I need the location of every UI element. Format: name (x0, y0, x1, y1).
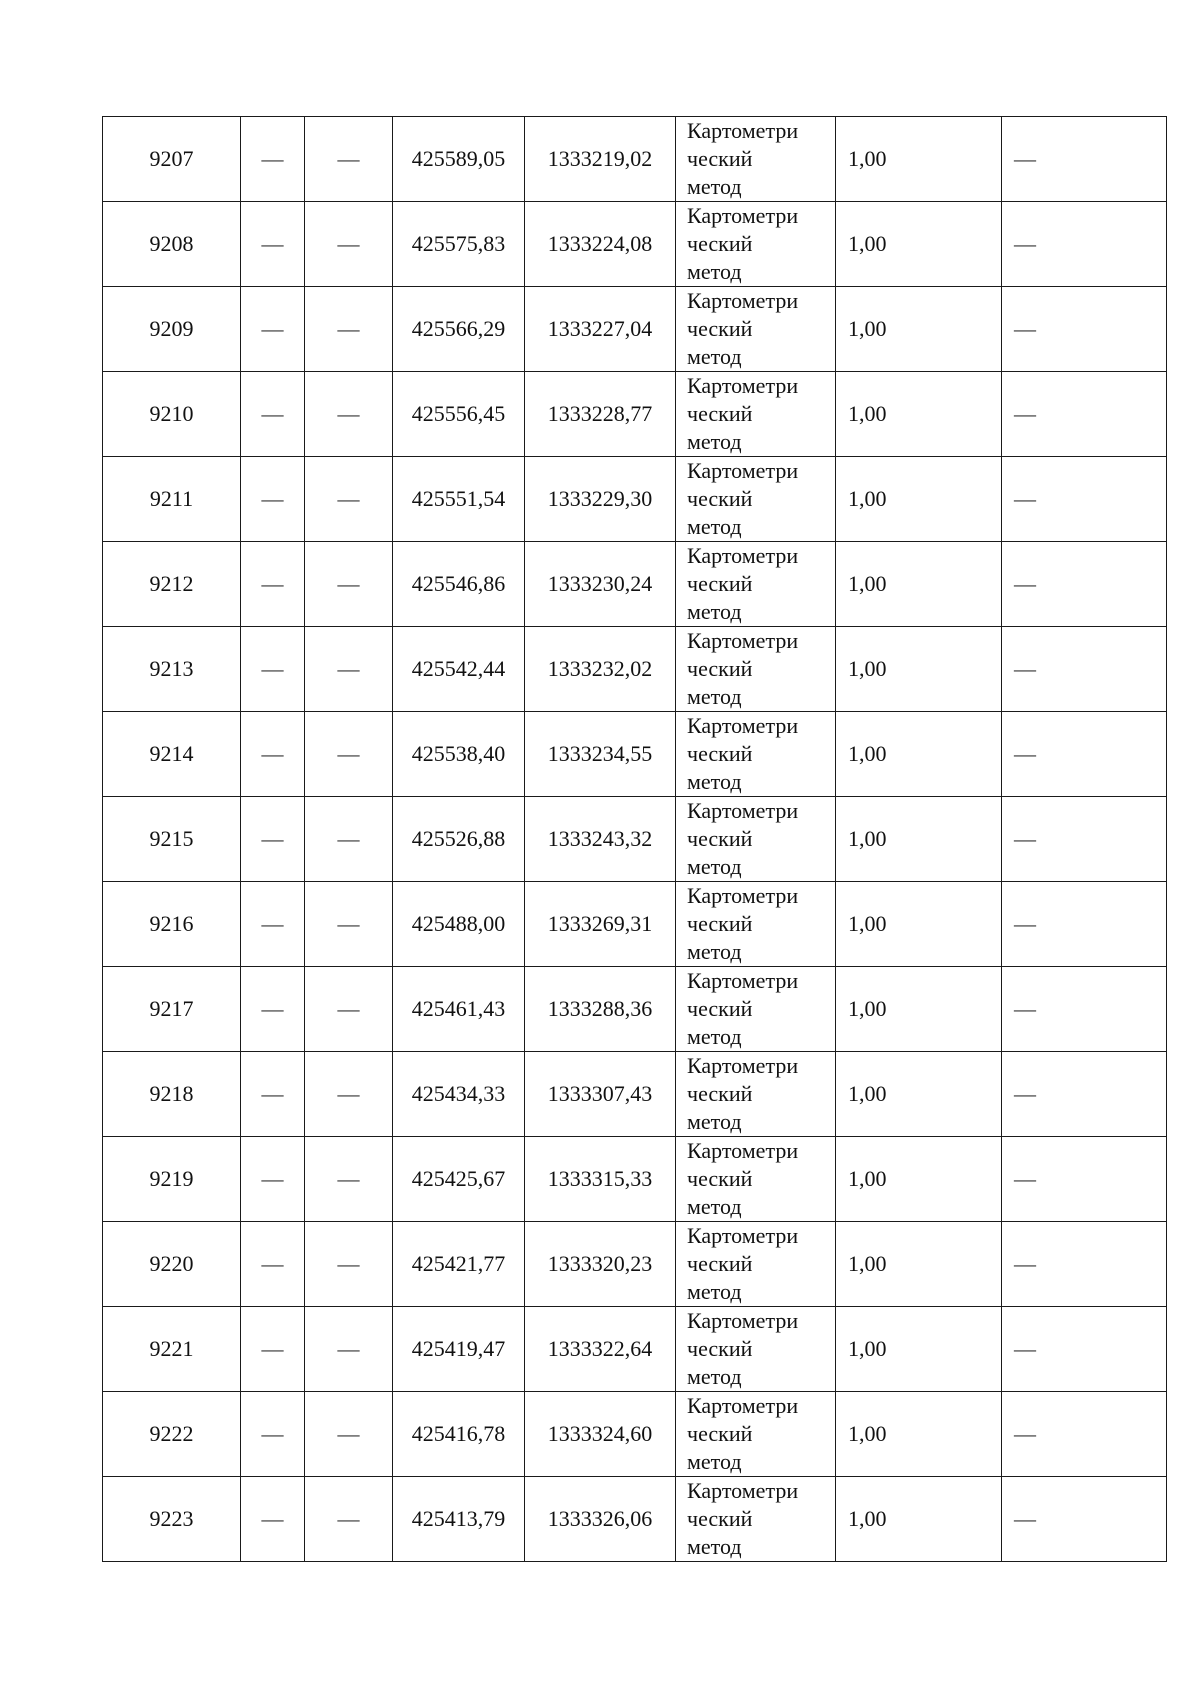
method-cell (676, 1392, 836, 1477)
method-text-line: Картометри (687, 458, 799, 483)
method-text-line: метод (687, 854, 742, 879)
method-text-line: ческий (687, 1166, 753, 1191)
precision-cell: 1,00 (836, 1222, 1002, 1307)
point-number-cell: 9222 (103, 1392, 241, 1477)
empty-value-cell (305, 372, 393, 457)
precision-cell: 1,00 (836, 712, 1002, 797)
method-text-line: ческий (687, 316, 753, 341)
empty-value-cell (305, 1392, 393, 1477)
y-coordinate-cell: 1333227,04 (525, 287, 676, 372)
dash-mark: — (1014, 486, 1036, 511)
empty-value-cell (241, 1222, 305, 1307)
method-cell (676, 967, 836, 1052)
dash-mark: — (1014, 1251, 1036, 1276)
empty-value-cell (241, 712, 305, 797)
point-number-cell: 9217 (103, 967, 241, 1052)
empty-value-cell (241, 627, 305, 712)
method-text-line: ческий (687, 231, 753, 256)
x-coordinate-cell: 425413,79 (393, 1477, 525, 1562)
x-coordinate-cell: 425416,78 (393, 1392, 525, 1477)
method-text-line: Картометри (687, 628, 799, 653)
point-number-cell: 9218 (103, 1052, 241, 1137)
dash-mark: — (1014, 1166, 1036, 1191)
method-text-line: ческий (687, 401, 753, 426)
table-row (103, 1222, 1167, 1307)
y-coordinate-cell: 1333230,24 (525, 542, 676, 627)
empty-value-cell (241, 797, 305, 882)
coordinates-table-body (103, 117, 1167, 1562)
method-text-line: метод (687, 259, 742, 284)
precision-cell: 1,00 (836, 627, 1002, 712)
point-number-cell: 9221 (103, 1307, 241, 1392)
method-text-line: ческий (687, 741, 753, 766)
empty-value-cell (1002, 1392, 1167, 1477)
method-text-line: метод (687, 1279, 742, 1304)
dash-mark: — (261, 146, 284, 171)
empty-value-cell (1002, 1307, 1167, 1392)
table-row (103, 117, 1167, 202)
y-coordinate-cell: 1333288,36 (525, 967, 676, 1052)
method-text-line: Картометри (687, 1138, 799, 1163)
point-number-cell: 9215 (103, 797, 241, 882)
empty-value-cell (241, 967, 305, 1052)
empty-value-cell (241, 202, 305, 287)
x-coordinate-cell: 425419,47 (393, 1307, 525, 1392)
x-coordinate-cell: 425434,33 (393, 1052, 525, 1137)
method-text-line: Картометри (687, 203, 799, 228)
empty-value-cell (1002, 797, 1167, 882)
dash-mark: — (261, 1251, 284, 1276)
empty-value-cell (1002, 1137, 1167, 1222)
dash-mark: — (337, 1166, 360, 1191)
point-number-cell: 9220 (103, 1222, 241, 1307)
method-cell (676, 627, 836, 712)
method-text-line: метод (687, 344, 742, 369)
dash-mark: — (1014, 741, 1036, 766)
point-number-cell: 9223 (103, 1477, 241, 1562)
method-text-line: метод (687, 1109, 742, 1134)
table-row (103, 1392, 1167, 1477)
y-coordinate-cell: 1333228,77 (525, 372, 676, 457)
dash-mark: — (337, 401, 360, 426)
table-row (103, 712, 1167, 797)
method-text-line: Картометри (687, 713, 799, 738)
method-text-line: ческий (687, 996, 753, 1021)
point-number-cell: 9216 (103, 882, 241, 967)
method-cell (676, 882, 836, 967)
dash-mark: — (1014, 996, 1036, 1021)
empty-value-cell (305, 1307, 393, 1392)
dash-mark: — (261, 316, 284, 341)
table-row (103, 1052, 1167, 1137)
empty-value-cell (241, 1137, 305, 1222)
dash-mark: — (261, 571, 284, 596)
empty-value-cell (241, 542, 305, 627)
y-coordinate-cell: 1333219,02 (525, 117, 676, 202)
precision-cell: 1,00 (836, 967, 1002, 1052)
y-coordinate-cell: 1333232,02 (525, 627, 676, 712)
coordinates-table (102, 116, 1167, 1562)
empty-value-cell (241, 1392, 305, 1477)
method-cell (676, 797, 836, 882)
dash-mark: — (261, 231, 284, 256)
table-row (103, 627, 1167, 712)
empty-value-cell (305, 882, 393, 967)
precision-cell: 1,00 (836, 117, 1002, 202)
empty-value-cell (305, 797, 393, 882)
empty-value-cell (1002, 1477, 1167, 1562)
table-row (103, 542, 1167, 627)
empty-value-cell (1002, 882, 1167, 967)
empty-value-cell (241, 457, 305, 542)
method-cell (676, 1137, 836, 1222)
x-coordinate-cell: 425421,77 (393, 1222, 525, 1307)
empty-value-cell (305, 1222, 393, 1307)
dash-mark: — (337, 826, 360, 851)
y-coordinate-cell: 1333320,23 (525, 1222, 676, 1307)
dash-mark: — (1014, 1506, 1036, 1531)
method-text-line: ческий (687, 656, 753, 681)
precision-cell: 1,00 (836, 287, 1002, 372)
x-coordinate-cell: 425551,54 (393, 457, 525, 542)
empty-value-cell (241, 287, 305, 372)
method-text-line: Картометри (687, 1223, 799, 1248)
dash-mark: — (337, 146, 360, 171)
method-text-line: Картометри (687, 883, 799, 908)
empty-value-cell (241, 117, 305, 202)
method-text-line: ческий (687, 1506, 753, 1531)
method-text-line: метод (687, 684, 742, 709)
method-text-line: ческий (687, 826, 753, 851)
method-text-line: ческий (687, 146, 753, 171)
empty-value-cell (305, 117, 393, 202)
dash-mark: — (261, 1166, 284, 1191)
dash-mark: — (337, 231, 360, 256)
method-text-line: метод (687, 769, 742, 794)
empty-value-cell (305, 1052, 393, 1137)
empty-value-cell (241, 1307, 305, 1392)
dash-mark: — (261, 996, 284, 1021)
x-coordinate-cell: 425546,86 (393, 542, 525, 627)
method-text-line: метод (687, 514, 742, 539)
x-coordinate-cell: 425556,45 (393, 372, 525, 457)
precision-cell: 1,00 (836, 882, 1002, 967)
precision-cell: 1,00 (836, 542, 1002, 627)
method-cell (676, 712, 836, 797)
x-coordinate-cell: 425589,05 (393, 117, 525, 202)
table-row (103, 882, 1167, 967)
dash-mark: — (261, 1336, 284, 1361)
dash-mark: — (1014, 1421, 1036, 1446)
dash-mark: — (261, 741, 284, 766)
dash-mark: — (261, 1081, 284, 1106)
x-coordinate-cell: 425425,67 (393, 1137, 525, 1222)
empty-value-cell (241, 882, 305, 967)
method-text-line: метод (687, 174, 742, 199)
point-number-cell: 9213 (103, 627, 241, 712)
y-coordinate-cell: 1333243,32 (525, 797, 676, 882)
empty-value-cell (1002, 712, 1167, 797)
precision-cell: 1,00 (836, 202, 1002, 287)
dash-mark: — (1014, 826, 1036, 851)
y-coordinate-cell: 1333322,64 (525, 1307, 676, 1392)
table-row (103, 202, 1167, 287)
dash-mark: — (261, 656, 284, 681)
method-text-line: Картометри (687, 1308, 799, 1333)
table-row (103, 1477, 1167, 1562)
dash-mark: — (1014, 656, 1036, 681)
table-row (103, 967, 1167, 1052)
dash-mark: — (1014, 146, 1036, 171)
method-text-line: Картометри (687, 373, 799, 398)
method-text-line: Картометри (687, 288, 799, 313)
dash-mark: — (1014, 911, 1036, 936)
method-text-line: ческий (687, 1421, 753, 1446)
empty-value-cell (1002, 372, 1167, 457)
point-number-cell: 9212 (103, 542, 241, 627)
method-text-line: ческий (687, 1081, 753, 1106)
empty-value-cell (305, 202, 393, 287)
dash-mark: — (1014, 401, 1036, 426)
x-coordinate-cell: 425488,00 (393, 882, 525, 967)
empty-value-cell (1002, 117, 1167, 202)
y-coordinate-cell: 1333269,31 (525, 882, 676, 967)
x-coordinate-cell: 425538,40 (393, 712, 525, 797)
dash-mark: — (337, 1336, 360, 1361)
empty-value-cell (1002, 967, 1167, 1052)
precision-cell: 1,00 (836, 457, 1002, 542)
method-text-line: метод (687, 599, 742, 624)
table-row (103, 1307, 1167, 1392)
method-text-line: ческий (687, 911, 753, 936)
x-coordinate-cell: 425566,29 (393, 287, 525, 372)
method-text-line: Картометри (687, 1053, 799, 1078)
method-cell (676, 1307, 836, 1392)
dash-mark: — (337, 486, 360, 511)
empty-value-cell (1002, 627, 1167, 712)
method-text-line: Картометри (687, 543, 799, 568)
y-coordinate-cell: 1333307,43 (525, 1052, 676, 1137)
dash-mark: — (1014, 316, 1036, 341)
x-coordinate-cell: 425542,44 (393, 627, 525, 712)
empty-value-cell (305, 457, 393, 542)
method-text-line: метод (687, 1449, 742, 1474)
precision-cell: 1,00 (836, 1307, 1002, 1392)
dash-mark: — (337, 656, 360, 681)
point-number-cell: 9208 (103, 202, 241, 287)
dash-mark: — (337, 1506, 360, 1531)
empty-value-cell (305, 712, 393, 797)
empty-value-cell (305, 967, 393, 1052)
method-text-line: метод (687, 1194, 742, 1219)
dash-mark: — (1014, 1081, 1036, 1106)
point-number-cell: 9214 (103, 712, 241, 797)
method-text-line: Картометри (687, 1478, 799, 1503)
method-text-line: метод (687, 1364, 742, 1389)
empty-value-cell (241, 1052, 305, 1137)
method-cell (676, 1222, 836, 1307)
point-number-cell: 9209 (103, 287, 241, 372)
method-cell (676, 372, 836, 457)
dash-mark: — (261, 401, 284, 426)
precision-cell: 1,00 (836, 797, 1002, 882)
x-coordinate-cell: 425461,43 (393, 967, 525, 1052)
point-number-cell: 9207 (103, 117, 241, 202)
precision-cell: 1,00 (836, 1137, 1002, 1222)
dash-mark: — (337, 316, 360, 341)
y-coordinate-cell: 1333326,06 (525, 1477, 676, 1562)
empty-value-cell (1002, 287, 1167, 372)
empty-value-cell (305, 1477, 393, 1562)
empty-value-cell (305, 1137, 393, 1222)
dash-mark: — (261, 486, 284, 511)
method-cell (676, 457, 836, 542)
point-number-cell: 9211 (103, 457, 241, 542)
empty-value-cell (1002, 202, 1167, 287)
dash-mark: — (337, 1081, 360, 1106)
point-number-cell: 9210 (103, 372, 241, 457)
empty-value-cell (241, 372, 305, 457)
table-row (103, 797, 1167, 882)
empty-value-cell (305, 627, 393, 712)
dash-mark: — (1014, 571, 1036, 596)
y-coordinate-cell: 1333229,30 (525, 457, 676, 542)
method-text-line: Картометри (687, 798, 799, 823)
method-cell (676, 1477, 836, 1562)
method-text-line: ческий (687, 571, 753, 596)
dash-mark: — (337, 1251, 360, 1276)
dash-mark: — (261, 1421, 284, 1446)
method-text-line: метод (687, 429, 742, 454)
method-text-line: метод (687, 939, 742, 964)
method-text-line: метод (687, 1024, 742, 1049)
empty-value-cell (1002, 1052, 1167, 1137)
empty-value-cell (305, 542, 393, 627)
method-text-line: метод (687, 1534, 742, 1559)
x-coordinate-cell: 425575,83 (393, 202, 525, 287)
precision-cell: 1,00 (836, 1477, 1002, 1562)
method-cell (676, 117, 836, 202)
method-text-line: ческий (687, 1336, 753, 1361)
method-text-line: Картометри (687, 118, 799, 143)
dash-mark: — (337, 911, 360, 936)
table-row (103, 287, 1167, 372)
dash-mark: — (1014, 231, 1036, 256)
precision-cell: 1,00 (836, 1052, 1002, 1137)
method-cell (676, 202, 836, 287)
empty-value-cell (1002, 542, 1167, 627)
x-coordinate-cell: 425526,88 (393, 797, 525, 882)
dash-mark: — (337, 741, 360, 766)
method-cell (676, 542, 836, 627)
point-number-cell: 9219 (103, 1137, 241, 1222)
method-text-line: Картометри (687, 968, 799, 993)
precision-cell: 1,00 (836, 372, 1002, 457)
table-row (103, 457, 1167, 542)
method-text-line: Картометри (687, 1393, 799, 1418)
y-coordinate-cell: 1333234,55 (525, 712, 676, 797)
precision-cell: 1,00 (836, 1392, 1002, 1477)
y-coordinate-cell: 1333324,60 (525, 1392, 676, 1477)
empty-value-cell (241, 1477, 305, 1562)
dash-mark: — (337, 571, 360, 596)
dash-mark: — (1014, 1336, 1036, 1361)
method-cell (676, 1052, 836, 1137)
method-text-line: ческий (687, 486, 753, 511)
table-row (103, 1137, 1167, 1222)
dash-mark: — (261, 1506, 284, 1531)
dash-mark: — (261, 911, 284, 936)
dash-mark: — (261, 826, 284, 851)
method-cell (676, 287, 836, 372)
table-row (103, 372, 1167, 457)
dash-mark: — (337, 1421, 360, 1446)
dash-mark: — (337, 996, 360, 1021)
empty-value-cell (1002, 457, 1167, 542)
method-text-line: ческий (687, 1251, 753, 1276)
empty-value-cell (305, 287, 393, 372)
y-coordinate-cell: 1333315,33 (525, 1137, 676, 1222)
empty-value-cell (1002, 1222, 1167, 1307)
y-coordinate-cell: 1333224,08 (525, 202, 676, 287)
